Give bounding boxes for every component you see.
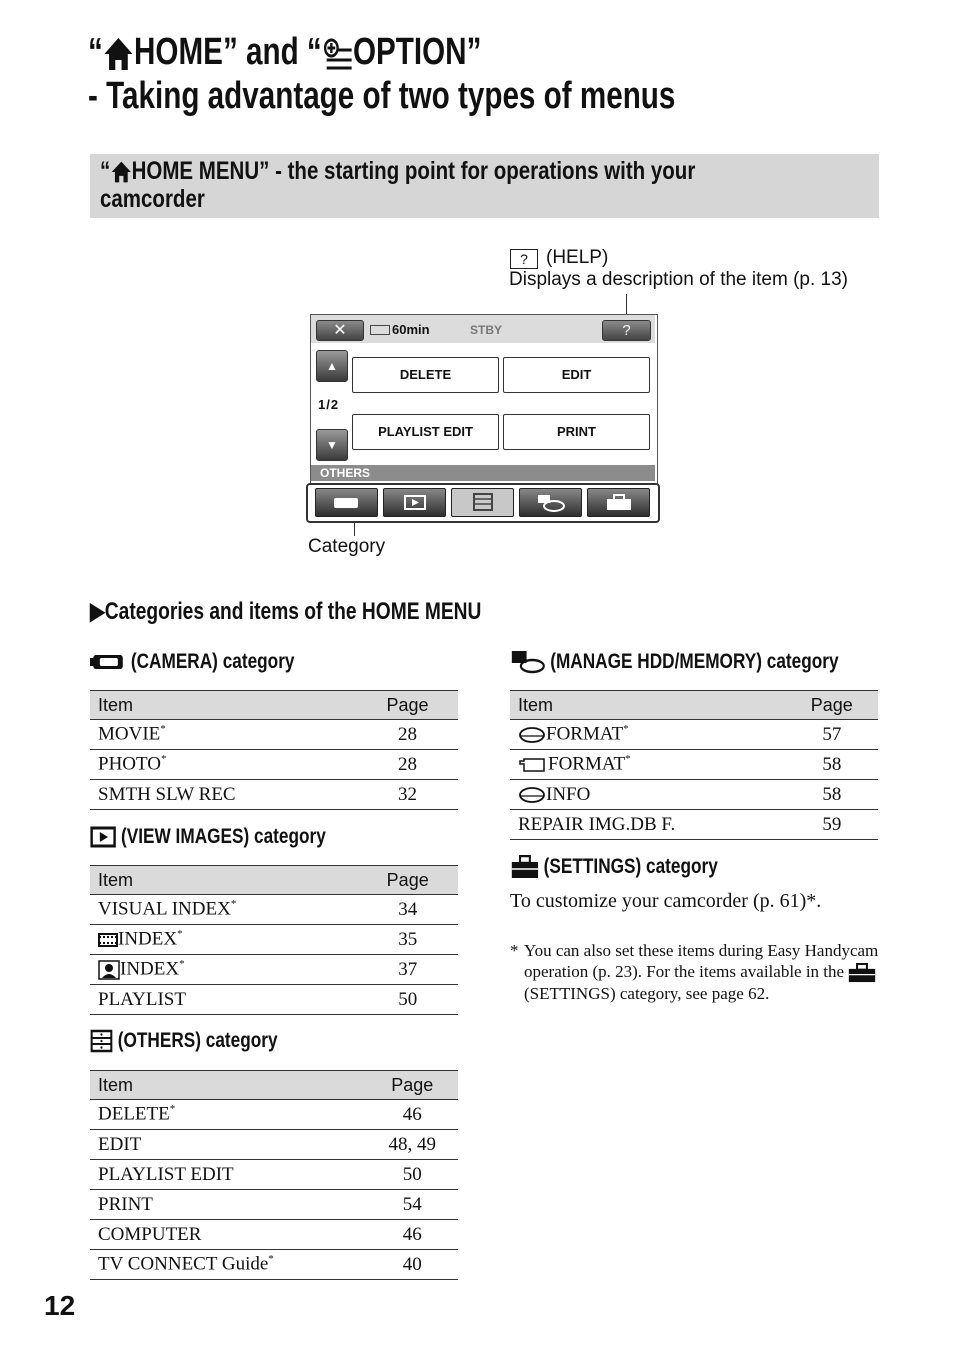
view-images-icon <box>384 489 445 516</box>
page-ref: 46 <box>366 1220 458 1250</box>
category-name: OTHERS <box>320 466 371 480</box>
table-row <box>90 1250 458 1280</box>
close-button[interactable]: ✕ <box>316 320 364 341</box>
view-images-category-heading <box>90 825 326 849</box>
section-quote: “ <box>100 157 111 185</box>
others-icon <box>90 1029 113 1053</box>
item-name: COMPUTER <box>98 1223 202 1245</box>
table-row <box>90 925 458 955</box>
footnote-mark: * <box>230 898 237 911</box>
page-ref: 40 <box>366 1250 458 1280</box>
footnote-mark: * <box>623 723 629 736</box>
item-name: REPAIR IMG.DB F. <box>518 813 676 835</box>
hdd-icon <box>518 786 546 804</box>
menu-button-edit[interactable]: EDIT <box>503 357 650 393</box>
item-name: PLAYLIST <box>98 988 186 1010</box>
title-home-text: HOME” and “ <box>134 31 322 73</box>
camera-icon <box>90 651 126 673</box>
page-ref: 50 <box>357 985 458 1015</box>
item-name: INFO <box>546 783 591 805</box>
col-page: Page <box>357 866 458 895</box>
help-box-icon: ? <box>510 249 538 269</box>
table-row <box>90 1130 458 1160</box>
col-page: Page <box>357 691 458 720</box>
manage-memory-category-heading <box>511 650 839 674</box>
table-row <box>510 750 878 780</box>
camera-category-heading <box>90 650 294 674</box>
camera-heading-text: (CAMERA) category <box>130 650 295 673</box>
page-ref: 28 <box>357 720 458 750</box>
item-name: FORMAT <box>548 753 626 775</box>
section-title-text: HOME MENU” - the starting point for operations with your <box>131 157 696 185</box>
settings-category-heading <box>511 855 718 879</box>
page-ref: 58 <box>786 780 878 810</box>
table-row <box>510 720 878 750</box>
item-name: INDEX <box>120 958 180 980</box>
footnote-mark: * <box>268 1253 274 1266</box>
table-row <box>90 1190 458 1220</box>
tab-camera[interactable] <box>315 488 378 517</box>
page-ref: 46 <box>366 1100 458 1130</box>
settings-description: To customize your camcorder (p. 61)*. <box>510 890 822 912</box>
footnote-text: You can also set these items during Easy Handycam operation (p. 23). For the items available in the <box>524 941 879 981</box>
table-row <box>510 780 878 810</box>
item-name: PRINT <box>98 1193 153 1215</box>
section-title-line1 <box>100 157 695 185</box>
manage-memory-table <box>510 690 878 840</box>
help-label: (HELP) <box>546 247 609 268</box>
title-option-text: OPTION” <box>352 31 482 73</box>
toolbox-icon <box>511 855 539 879</box>
col-item: Item <box>90 866 357 895</box>
categories-heading <box>90 597 481 626</box>
camera-table <box>90 690 458 810</box>
table-row <box>90 780 458 810</box>
footnote <box>510 940 882 1004</box>
item-name: DELETE <box>98 1103 170 1125</box>
item-name: INDEX <box>118 928 178 950</box>
footnote-mark: * <box>510 941 519 960</box>
triangle-bullet-icon: ▶ <box>90 598 105 625</box>
col-item: Item <box>90 691 357 720</box>
footnote-mark: * <box>179 958 185 971</box>
toolbox-icon <box>588 489 649 516</box>
page-ref: 35 <box>357 925 458 955</box>
page-indicator: 1/2 <box>318 397 340 412</box>
table-row <box>90 895 458 925</box>
table-row <box>90 1100 458 1130</box>
item-name: PLAYLIST EDIT <box>98 1163 234 1185</box>
manage-heading-text: (MANAGE HDD/MEMORY) category <box>550 650 839 673</box>
category-callout-label: Category <box>308 536 386 557</box>
page-title-line2: - Taking advantage of two types of menus <box>88 75 676 117</box>
item-name: EDIT <box>98 1133 142 1155</box>
item-name: MOVIE <box>98 723 161 745</box>
option-icon <box>322 36 353 72</box>
category-leader-line <box>354 522 355 536</box>
help-description: Displays a description of the item (p. 13) <box>509 269 848 290</box>
item-name: PHOTO <box>98 753 161 775</box>
page-ref: 32 <box>357 780 458 810</box>
table-row <box>90 1220 458 1250</box>
film-index-icon <box>98 932 118 948</box>
footnote-mark: * <box>161 753 167 766</box>
table-row <box>90 955 458 985</box>
tab-view-images[interactable] <box>383 488 446 517</box>
item-name: FORMAT <box>546 723 624 745</box>
home-icon <box>110 160 131 184</box>
footnote-text-end: (SETTINGS) category, see page 62. <box>524 984 770 1004</box>
table-row <box>90 720 458 750</box>
page-ref: 58 <box>786 750 878 780</box>
page-ref: 57 <box>786 720 878 750</box>
view-heading-text: (VIEW IMAGES) category <box>121 825 326 848</box>
page-ref: 48, 49 <box>366 1130 458 1160</box>
page-ref: 28 <box>357 750 458 780</box>
page-number: 12 <box>44 1290 76 1321</box>
view-images-table <box>90 865 458 1015</box>
settings-heading-text: (SETTINGS) category <box>543 855 718 878</box>
table-row <box>90 1160 458 1190</box>
arrow-down-icon: ▼ <box>326 438 338 452</box>
battery-time: 60min <box>392 322 430 337</box>
view-images-icon <box>90 826 116 848</box>
toolbox-icon <box>848 963 876 983</box>
hdd-icon <box>518 726 546 744</box>
title-quote: “ <box>88 31 103 73</box>
menu-button-delete[interactable]: DELETE <box>352 357 499 393</box>
manage-memory-icon <box>520 489 581 516</box>
col-item: Item <box>510 691 786 720</box>
footnote-mark: * <box>625 753 631 766</box>
others-icon <box>452 489 513 516</box>
section-title-line2: camcorder <box>100 185 205 213</box>
table-row <box>510 810 878 840</box>
status-text: STBY <box>470 323 503 337</box>
tab-settings[interactable] <box>587 488 650 517</box>
page-ref: 34 <box>357 895 458 925</box>
page-ref: 50 <box>366 1160 458 1190</box>
tab-manage-memory[interactable] <box>519 488 582 517</box>
page-ref: 59 <box>786 810 878 840</box>
page-title-line1 <box>88 30 481 74</box>
footnote-mark: * <box>169 1103 176 1116</box>
help-button[interactable]: ? <box>602 320 651 341</box>
page-ref: 37 <box>357 955 458 985</box>
col-page: Page <box>366 1071 458 1100</box>
scroll-up-button[interactable] <box>316 350 348 382</box>
table-row <box>90 750 458 780</box>
table-row <box>90 985 458 1015</box>
page-ref: 54 <box>366 1190 458 1220</box>
face-index-icon <box>98 960 120 980</box>
item-name: TV CONNECT Guide <box>98 1253 269 1275</box>
others-category-heading <box>90 1029 278 1053</box>
scroll-down-button[interactable] <box>316 429 348 461</box>
home-icon <box>103 36 134 72</box>
arrow-up-icon: ▲ <box>326 359 338 373</box>
battery-icon <box>370 325 390 335</box>
tab-others[interactable] <box>451 488 514 517</box>
others-table <box>90 1070 458 1280</box>
item-name: SMTH SLW REC <box>98 783 236 805</box>
memory-card-icon <box>518 756 548 774</box>
manage-memory-icon <box>511 650 545 674</box>
col-page: Page <box>786 691 878 720</box>
menu-button-print[interactable]: PRINT <box>503 414 650 450</box>
others-heading-text: (OTHERS) category <box>117 1029 278 1052</box>
menu-button-playlist-edit[interactable]: PLAYLIST EDIT <box>352 414 499 450</box>
categories-heading-text: Categories and items of the HOME MENU <box>104 598 482 625</box>
camera-icon <box>316 489 377 516</box>
item-name: VISUAL INDEX <box>98 898 231 920</box>
footnote-mark: * <box>177 928 183 941</box>
footnote-mark: * <box>160 723 166 736</box>
col-item: Item <box>90 1071 366 1100</box>
